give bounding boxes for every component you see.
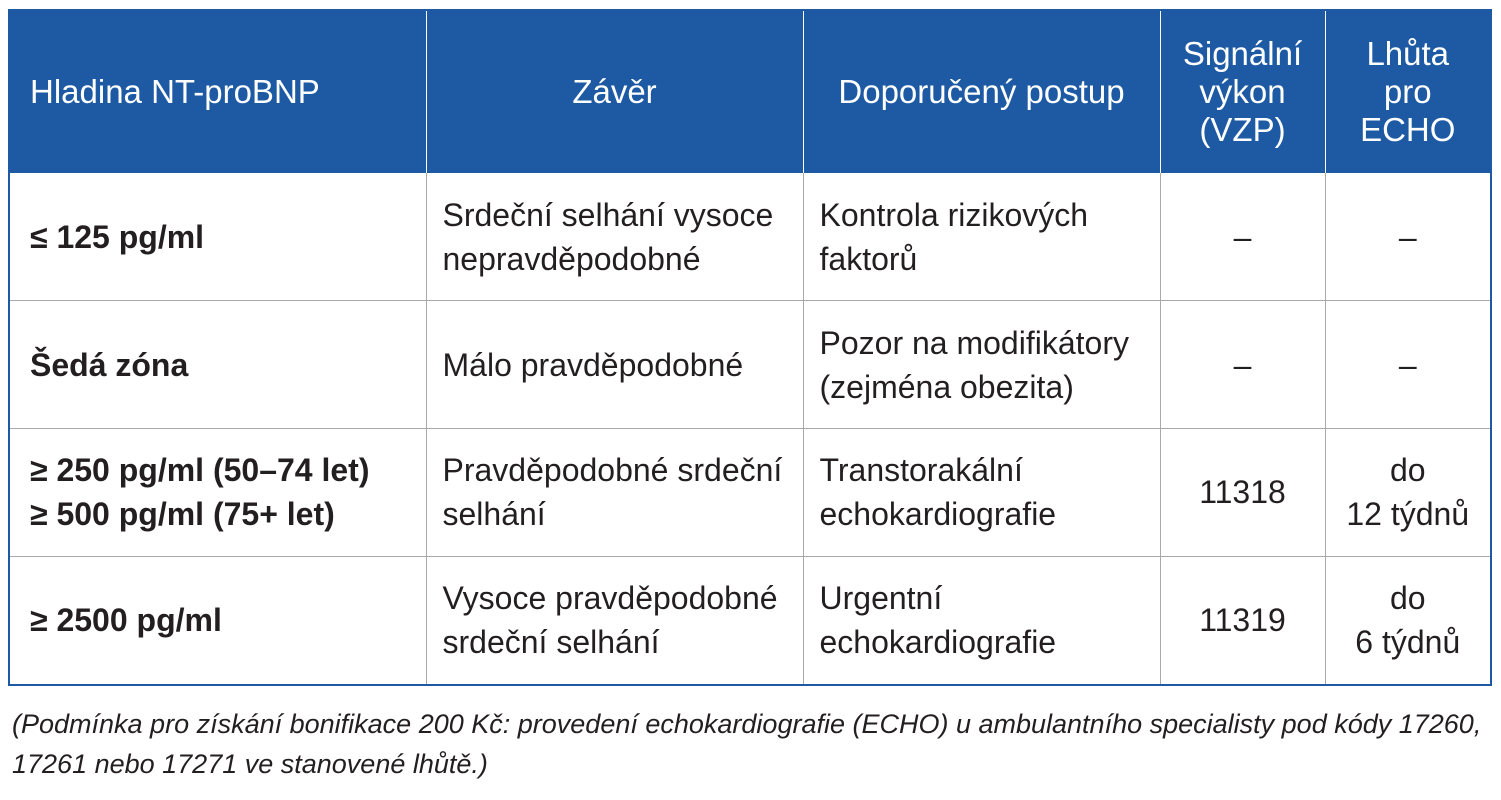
header-procedure: Doporučený postup [803,11,1160,173]
ntprobnp-table [8,9,1492,686]
table-row [10,556,1490,684]
cell-procedure-line: echokardiografie [819,624,1057,661]
header-conclusion: Závěr [426,11,803,173]
cell-level [10,301,426,429]
cell-level [10,173,426,301]
header-signal-code-line: (VZP) [1199,111,1286,148]
table-row [10,429,1490,557]
cell-conclusion-line: Pravděpodobné srdeční [442,452,783,489]
cell-procedure-line: Kontrola rizikových [819,196,1089,233]
cell-procedure-line: echokardiografie [819,496,1057,533]
cell-signal-code [1160,556,1325,684]
cell-procedure [803,301,1160,429]
footnote [12,704,1492,784]
cell-conclusion [426,173,803,301]
cell-procedure-line: Urgentní [819,580,943,617]
cell-echo-deadline-line: – [1398,218,1417,255]
cell-signal-code-line: – [1233,346,1252,383]
cell-level-line: ≥ 250 pg/ml (50–74 let) [30,452,370,489]
cell-procedure-line: faktorů [819,240,918,277]
cell-signal-code-line: 11318 [1199,474,1286,511]
cell-conclusion-line: nepravděpodobné [442,240,701,277]
cell-conclusion-line: Málo pravděpodobné [442,346,744,383]
cell-echo-deadline-line: 12 týdnů [1346,496,1470,533]
cell-echo-deadline [1325,429,1490,557]
cell-echo-deadline [1325,173,1490,301]
header-signal-code [1160,11,1325,173]
cell-echo-deadline [1325,556,1490,684]
cell-level-line: Šedá zóna [30,346,189,383]
cell-conclusion-line: selhání [442,496,546,533]
cell-conclusion [426,429,803,557]
header-level: Hladina NT-proBNP [10,11,426,173]
cell-procedure [803,173,1160,301]
cell-procedure-line: (zejména obezita) [819,368,1074,405]
footnote-line: (Podmínka pro získání bonifikace 200 Kč: provedení echokardiografie (ECHO) u ambulantního specialisty pod kódy 17260, [12,709,1482,739]
table-header-row [10,11,1490,173]
cell-level [10,556,426,684]
header-echo-deadline-line: pro [1383,73,1432,110]
header-signal-code-line: Signální [1182,35,1303,72]
cell-level [10,429,426,557]
cell-signal-code-line: – [1233,218,1252,255]
cell-conclusion [426,301,803,429]
header-echo-deadline-line: ECHO [1360,111,1456,148]
cell-echo-deadline-line: 6 týdnů [1355,624,1461,661]
cell-procedure-line: Transtorakální [819,452,1023,489]
cell-level-line: ≥ 2500 pg/ml [30,602,222,639]
table-body [10,173,1490,684]
cell-echo-deadline-line: do [1389,452,1426,489]
header-signal-code-line: výkon [1199,73,1286,110]
cell-procedure [803,429,1160,557]
cell-echo-deadline [1325,301,1490,429]
header-echo-deadline [1325,11,1490,173]
cell-procedure-line: Pozor na modifikátory [819,324,1129,361]
cell-level-line: ≤ 125 pg/ml [30,218,205,255]
cell-level-line: ≥ 500 pg/ml (75+ let) [30,496,335,533]
cell-conclusion [426,556,803,684]
cell-signal-code [1160,429,1325,557]
cell-echo-deadline-line: do [1389,580,1426,617]
cell-signal-code-line: 11319 [1199,602,1286,639]
cell-signal-code [1160,301,1325,429]
ntprobnp-table-grid [10,11,1490,684]
cell-echo-deadline-line: – [1398,346,1417,383]
cell-conclusion-line: Vysoce pravděpodobné [442,580,778,617]
cell-conclusion-line: Srdeční selhání vysoce [442,196,774,233]
header-echo-deadline-line: Lhůta [1366,35,1450,72]
table-row [10,301,1490,429]
table-row [10,173,1490,301]
cell-signal-code [1160,173,1325,301]
cell-conclusion-line: srdeční selhání [442,624,660,661]
cell-procedure [803,556,1160,684]
footnote-line: 17261 nebo 17271 ve stanovené lhůtě.) [12,749,488,779]
